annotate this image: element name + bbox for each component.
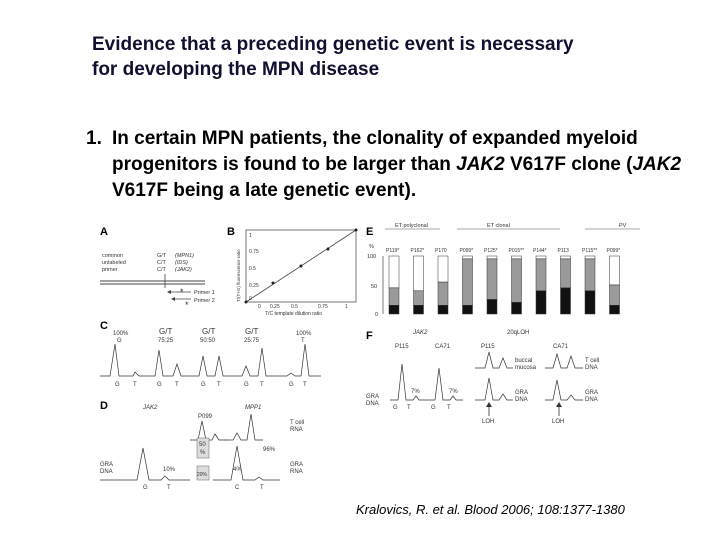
panel-d-pct-box-top-value: 50 (199, 442, 206, 448)
panel-e-bar-segment (487, 256, 497, 259)
panel-e-bar-segment (585, 259, 595, 291)
panel-e-patient-label: P119* (386, 248, 400, 254)
panel-c-group2-sub: 75:25 (158, 338, 174, 344)
panel-f-loh-1: LOH (482, 419, 495, 425)
panel-label-c: C (100, 320, 108, 332)
panel-b-xtick-4: 0.75 (318, 304, 328, 310)
panel-e-bar-segment (389, 305, 399, 314)
panel-e-bar-segment (536, 291, 546, 314)
panel-a-gene-2: (IDS) (175, 260, 188, 266)
panel-e-patient-label: P125* (484, 248, 498, 254)
panel-a-fluor-star-1: * (180, 287, 184, 297)
panel-d-pct-box-bottom-value: 20% (197, 472, 208, 478)
panel-e-bar-segment (389, 288, 399, 305)
panel-e-bar-segment (512, 302, 522, 314)
panel-b-xtick-3: 0.5 (291, 304, 298, 310)
panel-d-gene-left: JAK2 (143, 405, 158, 411)
panel-d-axis-g: G (143, 485, 148, 491)
panel-f-trace-3 (475, 352, 513, 368)
panel-c-group3-label: G/T (202, 327, 216, 336)
panel-f-gra-5: GRA (585, 390, 599, 396)
point-text (112, 126, 686, 204)
slide-title-line2: for developing the MPN disease (92, 59, 380, 80)
point-gene1: JAK2 (456, 154, 505, 175)
point-number: 1. (86, 128, 102, 149)
panel-d-axis-c: C (235, 485, 240, 491)
panel-e-ytick-0: 0 (375, 312, 379, 318)
panel-e-bar-segment (463, 305, 473, 314)
panel-c-axis-g5: G (289, 382, 294, 388)
panel-b (236, 229, 358, 318)
slide-title-line1: Evidence that a preceding genetic event is necessary (92, 34, 574, 55)
panel-f-loh-2: LOH (552, 419, 565, 425)
panel-f-gene-left: JAK2 (413, 330, 428, 336)
panel-a-primer2-arrowhead (171, 297, 175, 301)
panel-f-gra-2: DNA (366, 401, 379, 407)
panel-f-axis-t1: T (407, 405, 411, 411)
panel-f-pct-1: 7% (411, 389, 420, 395)
panel-b-xtick-1: 0 (258, 304, 261, 310)
panel-f-patient-2: CA71 (435, 344, 451, 350)
panel-e-bar-segment (487, 259, 497, 300)
panel-e-bar-segment (414, 305, 424, 314)
panel-a-fluor-star-2: * (185, 300, 189, 310)
panel-f-trace-1 (390, 364, 427, 400)
panel-f-tcell-1: T cell (585, 358, 600, 364)
panel-e-patient-label: P099* (459, 248, 474, 254)
panel-a-primer-left-2: unlabeled (102, 260, 126, 266)
panel-f-loh-arrowhead-2 (556, 402, 562, 407)
panel-f-axis-g2: G (431, 405, 436, 411)
panel-e-bar-segment (438, 256, 448, 282)
panel-e-group-pv: PV (619, 223, 627, 229)
panel-a-primer1-label: Primer 1 (194, 290, 215, 296)
panel-label-a: A (100, 226, 108, 238)
panel-f-axis-t2: T (447, 405, 451, 411)
panel-f-pct-2: 7% (449, 389, 458, 395)
panel-b-xtick-5: 1 (345, 304, 348, 310)
panel-e-bar-segment (561, 288, 571, 314)
panel-e (367, 223, 640, 318)
panel-c-axis-g4: G (244, 382, 249, 388)
panel-c-axis-t1: T (133, 382, 137, 388)
point-text-part1: In certain MPN patients, the clonality of expanded myeloid progenitors is found to be larger than (112, 128, 638, 175)
slide-title (92, 32, 672, 82)
panel-f-gra-3: GRA (515, 390, 529, 396)
panel-c-trace-3 (187, 356, 231, 376)
panel-f-axis-g1: G (393, 405, 398, 411)
panel-d-gra-left-2: DNA (100, 469, 113, 475)
panel-e-patient-label: P015** (508, 248, 525, 254)
panel-b-point-4 (327, 248, 330, 251)
panel-e-patient-label: P162* (410, 248, 425, 254)
panel-c-group2-label: G/T (159, 327, 173, 336)
panel-e-patient-labels (386, 248, 620, 254)
panel-f-trace-5 (475, 378, 513, 400)
panel-e-percent-label: % (369, 244, 374, 250)
panel-a-gene-3: (JAK2) (175, 267, 192, 273)
panel-d-gra-left-1: GRA (100, 462, 114, 468)
panel-f-gra-1: GRA (366, 394, 380, 400)
panel-e-bar-segment (414, 291, 424, 306)
panel-d-pct-box-top-unit: % (200, 450, 206, 456)
panel-f-buccal-1: buccal (515, 358, 533, 364)
panel-c (100, 327, 321, 388)
panel-e-patient-label: P099* (606, 248, 621, 254)
panel-c-axis-g2: G (157, 382, 162, 388)
panel-e-bar-segment (561, 256, 571, 259)
panel-f-trace-6 (545, 380, 583, 400)
panel-f-tcell-2: DNA (585, 365, 598, 371)
panel-c-trace-1 (100, 344, 145, 376)
panel-a-primer-left-3: primer (102, 267, 118, 273)
panel-c-axis-g1: G (115, 382, 120, 388)
panel-f-loh-arrowhead-1 (486, 402, 492, 407)
panel-b-ylabel: T/(T+G) fluorescence ratio (236, 249, 241, 302)
panel-d-tcell-1: T cell (290, 420, 305, 426)
panel-f-gene-right: 20qLOH (507, 330, 530, 336)
panel-c-trace-5 (275, 344, 321, 376)
panel-d-gene-right: MPP1 (245, 405, 262, 411)
panel-e-bar-segment (487, 300, 497, 315)
panel-b-xlabel: T/C template dilution ratio (265, 311, 322, 317)
panel-c-group5-label: 100% (296, 331, 312, 337)
panel-label-b: B (227, 226, 235, 238)
panel-c-group1-sub: G (117, 338, 122, 344)
panel-label-e: E (366, 226, 374, 238)
panel-e-bar-segment (512, 256, 522, 259)
panel-a-gene-1: (MPN1) (175, 253, 194, 259)
panel-e-bar-segment (561, 259, 571, 288)
panel-e-group-clonal: ET clonal (487, 223, 510, 229)
panel-d-trace-left-bottom (100, 448, 190, 480)
panel-f-patient-3: P115 (481, 344, 495, 350)
panel-e-bar-segment (438, 305, 448, 314)
panel-b-ytick-2: 0.75 (249, 249, 259, 255)
panel-f-trace-2 (427, 368, 463, 400)
panel-a-allele-1: G/T (157, 253, 167, 259)
panel-e-ytick-50: 50 (371, 284, 378, 290)
panel-c-group3-sub: 50:50 (200, 338, 216, 344)
panel-e-patient-label: P144* (533, 248, 547, 254)
panel-c-axis-t3: T (217, 382, 221, 388)
panel-a (100, 253, 215, 310)
research-figure (95, 218, 655, 498)
panel-e-patient-label: P170 (435, 248, 447, 254)
panel-c-group5-sub: T (301, 338, 305, 344)
point-text-part3: V617F being a late genetic event). (112, 180, 417, 201)
panel-a-primer1-arrowhead (167, 290, 171, 294)
panel-d-trace-left-top (190, 421, 227, 440)
panel-c-trace-4 (231, 348, 275, 376)
panel-d-gra-right-2: RNA (290, 469, 303, 475)
panel-f-gra-6: DNA (585, 397, 598, 403)
point-text-part2: V617F clone ( (504, 154, 633, 175)
panel-d (100, 405, 304, 491)
panel-e-bar-segment (610, 285, 620, 305)
panel-d-pct-bottom-right: 4% (233, 467, 242, 473)
panel-f-buccal-2: mucosa (515, 365, 537, 371)
panel-e-group-polyclonal: ET polyclonal (395, 223, 428, 229)
panel-c-group4-sub: 25:75 (244, 338, 260, 344)
panel-b-ytick-5: 0 (249, 296, 252, 302)
panel-b-xtick-2: 0.25 (270, 304, 280, 310)
panel-a-allele-3: C/T (157, 267, 166, 273)
panel-e-bar-segment (512, 259, 522, 303)
panel-f-gra-4: DNA (515, 397, 528, 403)
panel-e-bar-segment (389, 256, 399, 288)
panel-a-allele-2: C/T (157, 260, 166, 266)
panel-e-bar-segment (610, 305, 620, 314)
panel-d-patient: P099 (198, 414, 213, 420)
panel-b-ytick-3: 0.5 (249, 266, 256, 272)
panel-label-f: F (366, 330, 373, 342)
panel-e-bar-segment (463, 259, 473, 305)
panel-e-bar-segment (438, 282, 448, 305)
panel-e-bar-segment (585, 291, 595, 314)
panel-e-patient-label: P115** (582, 248, 598, 254)
panel-e-bar-segment (610, 256, 620, 285)
panel-a-primer2-label: Primer 2 (194, 298, 215, 304)
panel-e-bar-segment (536, 256, 546, 259)
panel-b-point-1 (245, 301, 248, 304)
panel-c-axis-t2: T (175, 382, 179, 388)
panel-e-bar-segment (536, 259, 546, 291)
panel-b-point-5 (355, 229, 358, 232)
citation: Kralovics, R. et al. Blood 2006; 108:1377-1380 (356, 502, 625, 517)
numbered-point (86, 126, 686, 204)
panel-d-axis-t2: T (260, 485, 264, 491)
panel-d-pct-top-right: 96% (263, 447, 276, 453)
panel-c-group1-label: 100% (113, 331, 129, 337)
panel-c-axis-t4: T (260, 382, 264, 388)
point-gene2: JAK2 (632, 154, 682, 175)
panel-d-gra-right-1: GRA (290, 462, 304, 468)
panel-e-bars (389, 256, 620, 314)
panel-c-axis-t5: T (303, 382, 307, 388)
panel-e-patient-label: P113 (557, 248, 569, 254)
panel-f-trace-4 (545, 354, 583, 368)
panel-f-patient-1: P115 (395, 344, 409, 350)
panel-e-bar-segment (414, 256, 424, 291)
panel-c-trace-2 (145, 350, 187, 376)
panel-d-tcell-2: RNA (290, 427, 303, 433)
panel-d-trace-right-top (225, 414, 263, 440)
panel-c-axis-g3: G (201, 382, 206, 388)
panel-e-bar-segment (463, 256, 473, 259)
panel-a-primer-left-1: common (102, 253, 124, 259)
panel-f-patient-4: CA71 (553, 344, 569, 350)
panel-b-ytick-1: 1 (249, 233, 252, 239)
panel-b-point-3 (300, 265, 303, 268)
panel-f (366, 330, 599, 425)
panel-b-ytick-4: 0.25 (249, 283, 259, 289)
panel-e-ytick-100: 100 (367, 254, 377, 260)
panel-c-group4-label: G/T (245, 327, 259, 336)
panel-b-point-2 (272, 282, 275, 285)
panel-e-bar-segment (585, 256, 595, 259)
panel-d-axis-t1: T (167, 485, 171, 491)
panel-d-pct-bottom-left: 10% (163, 467, 176, 473)
panel-label-d: D (100, 400, 108, 412)
